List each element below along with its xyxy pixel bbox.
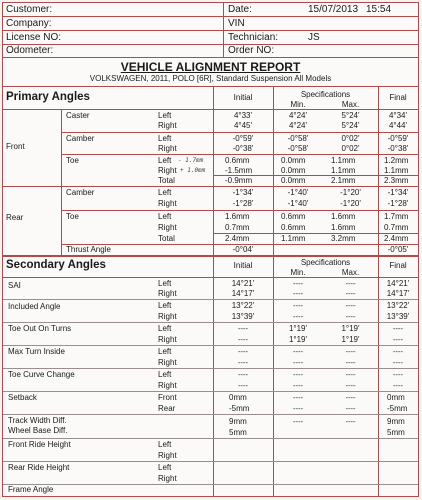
camber-front-final-right: -0°38' <box>387 144 409 153</box>
toe-turns-left-label: Left <box>158 324 172 333</box>
track-max-dash: ---- <box>345 417 356 426</box>
toe-rear-left-label: Left <box>158 212 172 221</box>
toe-front-min-right: 0.0mm <box>281 166 306 175</box>
toe-curve-dash-2: ---- <box>238 381 248 390</box>
toe-rear-final-right: 0.7mm <box>384 223 409 232</box>
camber-rear-min-right: -1°40' <box>287 199 309 208</box>
primary-angles-title: Primary Angles <box>6 91 90 103</box>
handwritten-note-left: - 1.7mm <box>178 157 204 164</box>
secondary-angles-title: Secondary Angles <box>6 259 106 271</box>
date-label: Date: <box>228 4 252 15</box>
date-value: 15/07/2013 <box>308 4 359 15</box>
toe-rear-final-left: 1.7mm <box>384 212 409 221</box>
toe-front-min-total: 0.0mm <box>281 176 306 185</box>
col-initial: Initial <box>233 93 253 102</box>
toe-front-final-left: 1.2mm <box>384 156 409 165</box>
max-turn-dash-3: ---- <box>293 347 303 356</box>
camber-front-initial-left: -0°59' <box>232 134 254 143</box>
camber-rear-initial-left: -1°34' <box>232 188 254 197</box>
max-turn-dash-4: ---- <box>293 358 303 367</box>
camber-rear-final-left: -1°34' <box>387 188 409 197</box>
camber-rear-label: Camber <box>66 188 95 197</box>
max-turn-dash-6: ---- <box>345 358 356 367</box>
camber-front-right-label: Right <box>158 144 177 153</box>
toe-curve-dash-7: ---- <box>393 370 403 379</box>
caster-left-label: Left <box>158 111 172 120</box>
camber-rear-initial-right: -1°28' <box>232 199 254 208</box>
camber-rear-final-right: -1°28' <box>387 199 409 208</box>
toe-front-max-right: 1.1mm <box>331 166 356 175</box>
col-max: Max. <box>341 100 360 109</box>
sec-col-initial: Initial <box>233 261 253 270</box>
toe-front-max-total: 2.1mm <box>331 176 356 185</box>
included-initial-left: 13°22' <box>231 301 255 310</box>
col-specifications: Specifications <box>300 90 351 99</box>
company-label: Company: <box>6 18 52 29</box>
sai-final-left: 14°21' <box>386 279 410 288</box>
track-width-diff-label: Track Width Diff. <box>8 416 67 425</box>
caster-final-left: 4°34' <box>388 111 408 120</box>
track-width-initial: 9mm <box>229 417 247 426</box>
max-turn-dash-5: ---- <box>345 347 356 356</box>
thrust-angle-label: Thrust Angle <box>66 245 111 254</box>
toe-rear-label: Toe <box>66 212 79 221</box>
caster-right-label: Right <box>158 121 177 130</box>
sai-max-dash-2: ---- <box>345 289 356 298</box>
camber-rear-max-right: -1°20' <box>340 199 361 208</box>
toe-front-right-label: Right <box>158 166 177 175</box>
toe-rear-min-left: 0.6mm <box>281 212 306 221</box>
toe-turns-max-left: 1°19' <box>341 324 360 333</box>
toe-front-min-left: 0.0mm <box>281 156 306 165</box>
included-max-dash-2: ---- <box>345 312 356 321</box>
rear-label: Rear <box>6 213 24 222</box>
toe-turns-min-right: 1°19' <box>288 335 308 344</box>
toe-curve-change-label: Toe Curve Change <box>8 370 75 379</box>
camber-rear-max-left: -1°20' <box>340 188 361 197</box>
sai-initial-left: 14°21' <box>231 279 255 288</box>
toe-front-max-left: 1.1mm <box>331 156 356 165</box>
toe-rear-max-left: 1.6mm <box>331 212 356 221</box>
max-turn-left-label: Left <box>158 347 172 356</box>
max-turn-dash-1: ---- <box>238 347 248 356</box>
vin-label: VIN <box>228 18 245 29</box>
max-turn-dash-7: ---- <box>393 347 403 356</box>
time-value: 15:54 <box>366 4 392 15</box>
rear-ride-left-label: Left <box>158 463 172 472</box>
setback-front-label: Front <box>158 393 177 402</box>
license-label: License NO: <box>6 32 62 43</box>
toe-turns-initial-dash-2: ---- <box>238 335 248 344</box>
setback-initial-rear: -5mm <box>229 404 250 413</box>
wheel-base-diff-label: Wheel Base Diff. <box>8 426 68 435</box>
toe-turns-final-dash: ---- <box>393 324 403 333</box>
toe-rear-initial-total: 2.4mm <box>225 234 250 243</box>
toe-rear-initial-left: 1.6mm <box>225 212 250 221</box>
camber-front-max-left: 0°02' <box>341 134 360 143</box>
included-min-dash: ---- <box>293 301 303 310</box>
included-initial-right: 13°39' <box>231 312 255 321</box>
setback-min-dash: ---- <box>293 393 303 402</box>
customer-label: Customer: <box>6 4 53 15</box>
toe-turns-final-dash-2: ---- <box>393 335 403 344</box>
caster-max-right: 5°24' <box>341 121 360 130</box>
front-ride-left-label: Left <box>158 440 172 449</box>
rear-ride-height-label: Rear Ride Height <box>8 463 70 472</box>
included-angle-label: Included Angle <box>8 302 61 311</box>
camber-front-max-right: 0°02' <box>341 144 360 153</box>
setback-max-dash-2: ---- <box>345 404 356 413</box>
camber-rear-min-left: -1°40' <box>287 188 309 197</box>
report-subtitle: VOLKSWAGEN, 2011, POLO [6R], Standard Suspension All Models <box>89 74 332 83</box>
camber-front-min-left: -0°58' <box>287 134 309 143</box>
technician-value: JS <box>308 32 320 43</box>
max-turn-inside-label: Max Turn Inside <box>8 347 65 356</box>
included-final-left: 13°22' <box>386 301 410 310</box>
odometer-label: Odometer: <box>6 45 54 56</box>
track-width-final: 9mm <box>387 417 405 426</box>
toe-front-label: Toe <box>66 156 79 165</box>
toe-out-turns-label: Toe Out On Turns <box>8 324 72 333</box>
wheel-base-initial: 5mm <box>229 428 247 437</box>
setback-label: Setback <box>8 393 37 402</box>
toe-curve-dash-5: ---- <box>345 370 356 379</box>
included-max-dash: ---- <box>345 301 356 310</box>
caster-min-left: 4°24' <box>288 111 308 120</box>
setback-min-dash-2: ---- <box>293 404 303 413</box>
wheel-base-final: 5mm <box>387 428 405 437</box>
front-ride-height-label: Front Ride Height <box>8 440 71 449</box>
toe-turns-right-label: Right <box>158 335 177 344</box>
sec-col-min: Min. <box>290 268 306 277</box>
max-turn-dash-2: ---- <box>238 358 248 367</box>
camber-front-initial-right: -0°38' <box>232 144 254 153</box>
setback-final-front: 0mm <box>387 393 405 402</box>
toe-turns-min-left: 1°19' <box>288 324 308 333</box>
caster-max-left: 5°24' <box>341 111 360 120</box>
toe-curve-dash-4: ---- <box>293 381 303 390</box>
toe-curve-dash-1: ---- <box>238 370 248 379</box>
toe-curve-dash-6: ---- <box>345 381 356 390</box>
toe-front-final-right: 1.1mm <box>384 166 409 175</box>
sai-left-label: Left <box>158 279 172 288</box>
toe-curve-left-label: Left <box>158 370 172 379</box>
caster-initial-left: 4°33' <box>233 111 253 120</box>
camber-front-min-right: -0°58' <box>287 144 309 153</box>
toe-front-total-label: Total <box>158 176 175 185</box>
setback-final-rear: -5mm <box>387 404 408 413</box>
toe-curve-dash-3: ---- <box>293 370 303 379</box>
toe-rear-max-total: 3.2mm <box>331 234 356 243</box>
handwritten-note-right: + 1.0mm <box>180 167 206 174</box>
technician-label: Technician: <box>228 32 279 43</box>
sec-col-max: Max. <box>341 268 360 277</box>
setback-initial-front: 0mm <box>229 393 247 402</box>
sai-final-right: 14°17' <box>386 289 410 298</box>
caster-final-right: 4°44' <box>388 121 408 130</box>
caster-min-right: 4°24' <box>288 121 308 130</box>
camber-rear-left-label: Left <box>158 188 172 197</box>
report-title: VEHICLE ALIGNMENT REPORT <box>120 60 301 74</box>
max-turn-right-label: Right <box>158 358 177 367</box>
toe-rear-min-right: 0.6mm <box>281 223 306 232</box>
toe-front-initial-left: 0.6mm <box>225 156 250 165</box>
toe-rear-max-right: 1.6mm <box>331 223 356 232</box>
toe-curve-dash-8: ---- <box>393 381 403 390</box>
thrust-initial: -0°04' <box>232 245 254 254</box>
front-label: Front <box>6 142 25 151</box>
setback-max-dash: ---- <box>345 393 356 402</box>
col-min: Min. <box>290 100 306 109</box>
rear-ride-right-label: Right <box>158 474 177 483</box>
toe-front-initial-right: -1.5mm <box>225 166 253 175</box>
included-min-dash-2: ---- <box>293 312 303 321</box>
col-final: Final <box>389 93 407 102</box>
max-turn-dash-8: ---- <box>393 358 403 367</box>
toe-rear-right-label: Right <box>158 223 177 232</box>
toe-front-final-total: 2.3mm <box>384 176 409 185</box>
toe-rear-total-label: Total <box>158 234 175 243</box>
sai-max-dash: ---- <box>345 279 356 288</box>
sec-col-final: Final <box>389 261 407 270</box>
camber-rear-right-label: Right <box>158 199 177 208</box>
caster-initial-right: 4°45' <box>233 121 253 130</box>
track-min-dash: ---- <box>293 417 303 426</box>
toe-front-initial-total: -0.9mm <box>225 176 253 185</box>
sai-right-label: Right <box>158 289 177 298</box>
front-ride-right-label: Right <box>158 451 177 460</box>
toe-turns-initial-dash: ---- <box>238 324 248 333</box>
order-label: Order NO: <box>228 45 275 56</box>
toe-turns-max-right: 1°19' <box>341 335 360 344</box>
included-left-label: Left <box>158 301 172 310</box>
thrust-final: -0°05' <box>387 245 409 254</box>
sai-min-dash: ---- <box>293 279 303 288</box>
alignment-report-sheet <box>2 2 419 497</box>
included-final-right: 13°39' <box>386 312 410 321</box>
sai-label: SAI <box>8 281 21 290</box>
caster-label: Caster <box>66 111 90 120</box>
camber-front-final-left: -0°59' <box>387 134 409 143</box>
camber-front-left-label: Left <box>158 134 172 143</box>
toe-curve-right-label: Right <box>158 381 177 390</box>
toe-rear-min-total: 1.1mm <box>281 234 306 243</box>
toe-rear-initial-right: 0.7mm <box>225 223 250 232</box>
sai-min-dash-2: ---- <box>293 289 303 298</box>
frame-angle-label: Frame Angle <box>8 485 54 494</box>
toe-front-left-label: Left <box>158 156 172 165</box>
sai-initial-right: 14°17' <box>231 289 255 298</box>
sec-col-specifications: Specifications <box>300 258 351 267</box>
camber-front-label: Camber <box>66 134 95 143</box>
setback-rear-label: Rear <box>158 404 176 413</box>
toe-rear-final-total: 2.4mm <box>384 234 409 243</box>
included-right-label: Right <box>158 312 177 321</box>
